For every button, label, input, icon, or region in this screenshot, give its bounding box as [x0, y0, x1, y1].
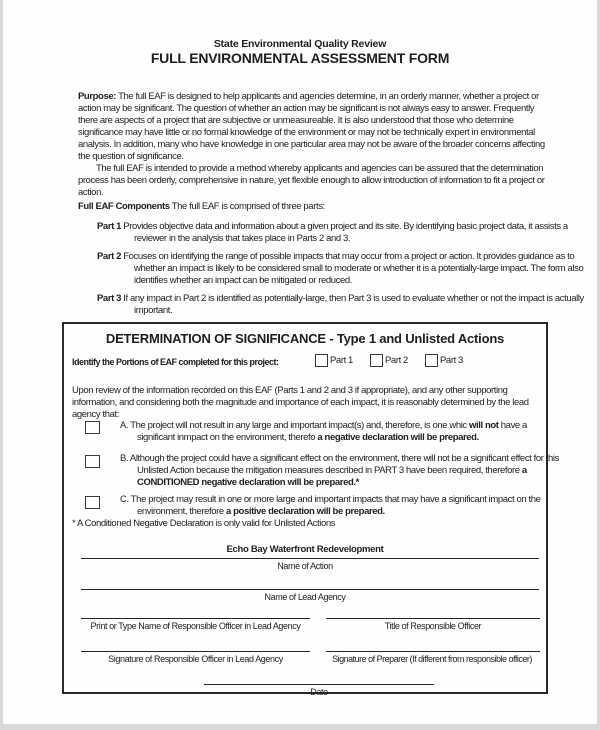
officer-title-label: Title of Responsible Officer: [384, 621, 482, 631]
determination-title: DETERMINATION OF SIGNIFICANCE - Type 1 and Unlisted Actions: [105, 331, 505, 346]
sig-officer-label: Signature of Responsible Officer in Lead Agency: [108, 654, 283, 664]
option-c-pre: The project may result in one or more large and important impacts that may have a significant impact on the environment, therefore: [130, 494, 541, 517]
eaf-components-text: The full EAF is comprised of three parts:: [171, 201, 325, 212]
option-a-bold1: will not: [469, 420, 499, 431]
sig-preparer-label: Signature of Preparer (If different from responsible officer): [332, 654, 532, 664]
option-c-letter: C.: [120, 494, 129, 505]
name-of-action-value: Echo Bay Waterfront Redevelopment: [226, 544, 384, 555]
conditioned-negative-footnote: * A Conditioned Negative Declaration is only valid for Unlisted Actions: [72, 518, 336, 529]
purpose-text: The full EAF is designed to help applicants and agencies determine, in an orderly manner, whether a project or action may be significant. The question of whether an action may be significant is not always easy to answer. Frequently there are aspects of a project that are subjective or unmeasureable. It is also understood that those who determine significance may have little or no formal knowledge of the environment or may not be technically expert in environmental analysis. In addition, many who have knowledge in one particular area may not be aware of the broader concerns affecting the question of significance.: [78, 91, 545, 162]
officer-title-line[interactable]: [326, 618, 540, 619]
option-a-mid: have a significant inmpact on the environment, therefo: [137, 420, 527, 443]
purpose-paragraph-continued: The full EAF is intended to provide a method whereby applicants and agencies can be assured that the determination process has been orderly, comprehensive in nature, yet flexible enough to allow introduction of information to fit a project or action.: [78, 163, 545, 198]
option-c-bold2: a positive declaration will be prepared.: [226, 506, 385, 517]
determination-box: [62, 322, 559, 697]
purpose-label: Purpose:: [78, 91, 116, 102]
option-b-checkbox[interactable]: [85, 455, 100, 468]
part-2-checkbox[interactable]: [370, 354, 383, 367]
part-3-label: Part 3: [97, 293, 122, 304]
option-a-pre: The project will not result in any large and important impact(s) and, therefore, is one whic: [130, 420, 470, 431]
part-3-text: If any impact in Part 2 is identified as potentially-large, then Part 3 is used to evaluate whether or not the impact is actually important.: [123, 293, 584, 316]
option-b-bold2: a CONDITIONED negative declaration will be prepared.*: [137, 465, 527, 488]
name-of-action-label: Name of Action: [277, 561, 333, 571]
option-b-pre: Although the project could have a significant effect on the environment, there will not be a significant effect for this Unlisted Action because the mitigation measures described in PART 3 have been required, therefore: [129, 453, 559, 476]
part-1-text: Provides objective data and information about a given project and its site. By identifying basic project data, it assists a reviewer in the analysis that takes place in Parts 2 and 3.: [123, 221, 568, 244]
identify-portions-label: Identify the Portions of EAF completed for this project:: [72, 357, 279, 367]
page-background: [3, 0, 597, 724]
part-2-checkbox-group: [370, 354, 408, 367]
form-subtitle: State Environmental Quality Review: [213, 38, 387, 50]
form-title: FULL ENVIRONMENTAL ASSESSMENT FORM: [150, 50, 450, 66]
part-1-description: [97, 221, 586, 245]
option-a-bold2: a negative declaration will be prepared.: [317, 432, 479, 443]
part-1-checkbox-label: Part 1: [330, 355, 353, 366]
option-a-text: [120, 420, 563, 444]
date-label: Date: [310, 687, 328, 697]
part-3-description: [97, 293, 586, 317]
option-a-letter: A.: [120, 420, 129, 431]
part-3-checkbox-label: Part 3: [440, 355, 463, 366]
part-3-checkbox-group: [425, 354, 463, 367]
name-of-action-line[interactable]: [81, 558, 539, 559]
lead-agency-line[interactable]: [81, 589, 539, 590]
eaf-components-label: Full EAF Components: [78, 201, 170, 212]
part-2-description: [97, 251, 586, 287]
part-1-label: Part 1: [97, 221, 122, 232]
part-1-checkbox[interactable]: [315, 354, 328, 367]
option-b-letter: B.: [120, 453, 129, 464]
sig-preparer-line[interactable]: [326, 651, 540, 652]
option-c-checkbox[interactable]: [85, 496, 100, 509]
option-c-text: [120, 494, 563, 518]
option-a-checkbox[interactable]: [85, 421, 100, 434]
print-name-label: Print or Type Name of Responsible Officer in Lead Agency: [90, 621, 301, 631]
print-name-line[interactable]: [81, 618, 310, 619]
date-line[interactable]: [204, 684, 434, 685]
part-1-checkbox-group: [315, 354, 353, 367]
option-b-text: [120, 453, 563, 489]
part-3-checkbox[interactable]: [425, 354, 438, 367]
lead-agency-label: Name of Lead Agency: [264, 592, 346, 602]
purpose-paragraph: [78, 91, 546, 163]
part-2-checkbox-label: Part 2: [385, 355, 408, 366]
part-2-label: Part 2: [97, 251, 122, 262]
part-2-text: Focuses on identifying the range of possible impacts that may occur from a project or action. It provides guidance as to whether an impact is likely to be considered small to moderate or whether it is a potentially-large impact. The form also identifies whether an impact can be mitigated or reduced.: [123, 251, 584, 286]
review-paragraph: Upon review of the information recorded on this EAF (Parts 1 and 2 and 3 if appropriate), and any other supporting information, and considering both the magnitude and importance of each impact, it is reasonably determined by the lead agency that:: [72, 385, 529, 420]
sig-officer-line[interactable]: [81, 651, 310, 652]
eaf-components-heading: [78, 201, 546, 213]
